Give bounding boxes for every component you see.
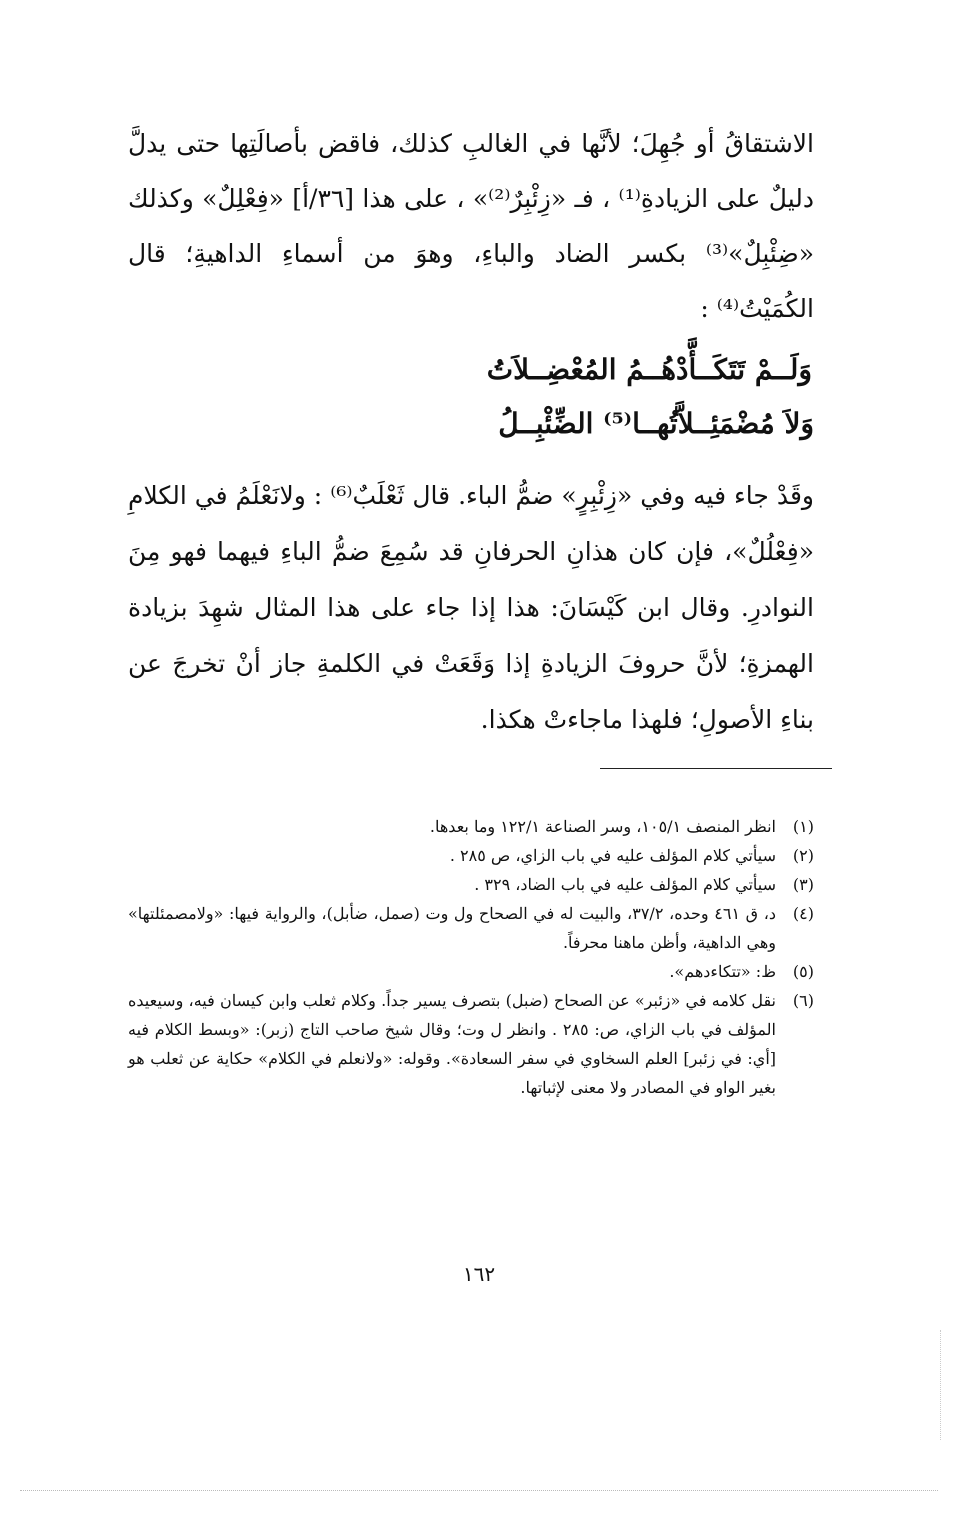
scan-edge-dots <box>20 1490 938 1491</box>
footnote-item <box>128 870 814 899</box>
body-paragraph-1 <box>128 116 814 336</box>
footnote-text: سيأتي كلام المؤلف عليه في باب الزاي، ص ٢٨٥ . <box>449 846 776 865</box>
page-number: ١٦٢ <box>462 1262 496 1286</box>
footnote-number: (٣) <box>792 875 814 894</box>
paragraph-text: الاشتقاقُ أو جُهِلَ؛ لأنَّها في الغالبِ كذلك، فاقض بأصالَتِها حتى يدلَّ دليلٌ على الزيادةِ⁽¹⁾ ، فـ «زِئْبِرٌ⁽²⁾» ، على هذا [٣٦/أ] «فِعْلِلٌ» وكذلك «ضِئْبِلٌ»⁽³⁾ بكسر الضاد والباءِ، وهوَ من أسماءِ الداهيةِ؛ قال الكُمَيْتُ⁽⁴⁾ : <box>128 129 814 323</box>
footnote-number: (٥) <box>792 962 814 981</box>
footnote-item <box>128 986 814 1102</box>
footnote-item <box>128 841 814 870</box>
paragraph-text: وقَدْ جاء فيه وفي «زِئْبِرٍ» ضمُّ الباء. قال ثَعْلَبٌ⁽⁶⁾ : ولانَعْلَمُ في الكلامِ «فِعْلُلٌ»، فإن كان هذانِ الحرفانِ قد سُمِعَ ضمُّ الباءِ فيهما فهو مِنَ النوادرِ. وقال ابن كَيْسَانَ: هذا إذا جاء على هذا المثال شهِدَ بزيادة الهمزةِ؛ لأنَّ حروفَ الزيادةِ إذا وَقَعَتْ في الكلمةِ جاز أنْ تخرجَ عن بناءِ الأصولِ؛ فلهذا ماجاءتْ هكذا. <box>128 481 814 734</box>
footnote-number: (٦) <box>792 991 814 1010</box>
verse-line-1: وَلَــمْ تَتَكَــأَّدْهُــمُ المُعْضِــلاَتُ <box>486 353 812 386</box>
footnote-number: (٤) <box>792 904 814 923</box>
footnote-text: ظ: «تتكاءدهم». <box>669 962 776 981</box>
footnote-text: د، ق ٤٦١ وحده، ٣٧/٢، والبيت له في الصحاح ول وت (صمل، ضأبل)، والرواية فيها: «ولامصمئلتها» وهي الداهية، وأظن ماهنا محرفاً. <box>128 904 777 952</box>
footnote-text: سيأتي كلام المؤلف عليه في باب الضاد، ٣٢٩ . <box>474 875 776 894</box>
footnote-text: انظر المنصف ١٠٥/١، وسر الصناعة ١٢٢/١ وما بعدها. <box>429 817 776 836</box>
footnote-separator <box>600 768 832 769</box>
verse-line-2: وَلاَ مُضْمَئِــلاَّتُهــا⁽⁵⁾ الضِّئْبِــلُ <box>498 407 814 440</box>
body-paragraph-2 <box>128 468 814 748</box>
footnote-text: نقل كلامه في «زئبر» عن الصحاح (ضبل) بتصرف يسير جداً. وكلام ثعلب وابن كيسان فيه، وسيعيده المؤلف في باب الزاي، ص: ٢٨٥ . وانظر ل وت؛ وقال شيخ صاحب التاج (زبر): «وبسط الكلام فيه [أي: في زئبر] العلم السخاوي في سفر السعادة». وقوله: «ولانعلم في الكلام» حكاية عن ثعلب هو بغير الواو في المصادر ولا معنى لإثباتها. <box>128 991 777 1097</box>
footnotes <box>128 812 814 1102</box>
footnote-item <box>128 957 814 986</box>
footnote-number: (١) <box>792 817 814 836</box>
footnote-item <box>128 812 814 841</box>
scan-edge-dots-vertical <box>940 1330 941 1440</box>
footnote-item <box>128 899 814 957</box>
footnote-number: (٢) <box>792 846 814 865</box>
